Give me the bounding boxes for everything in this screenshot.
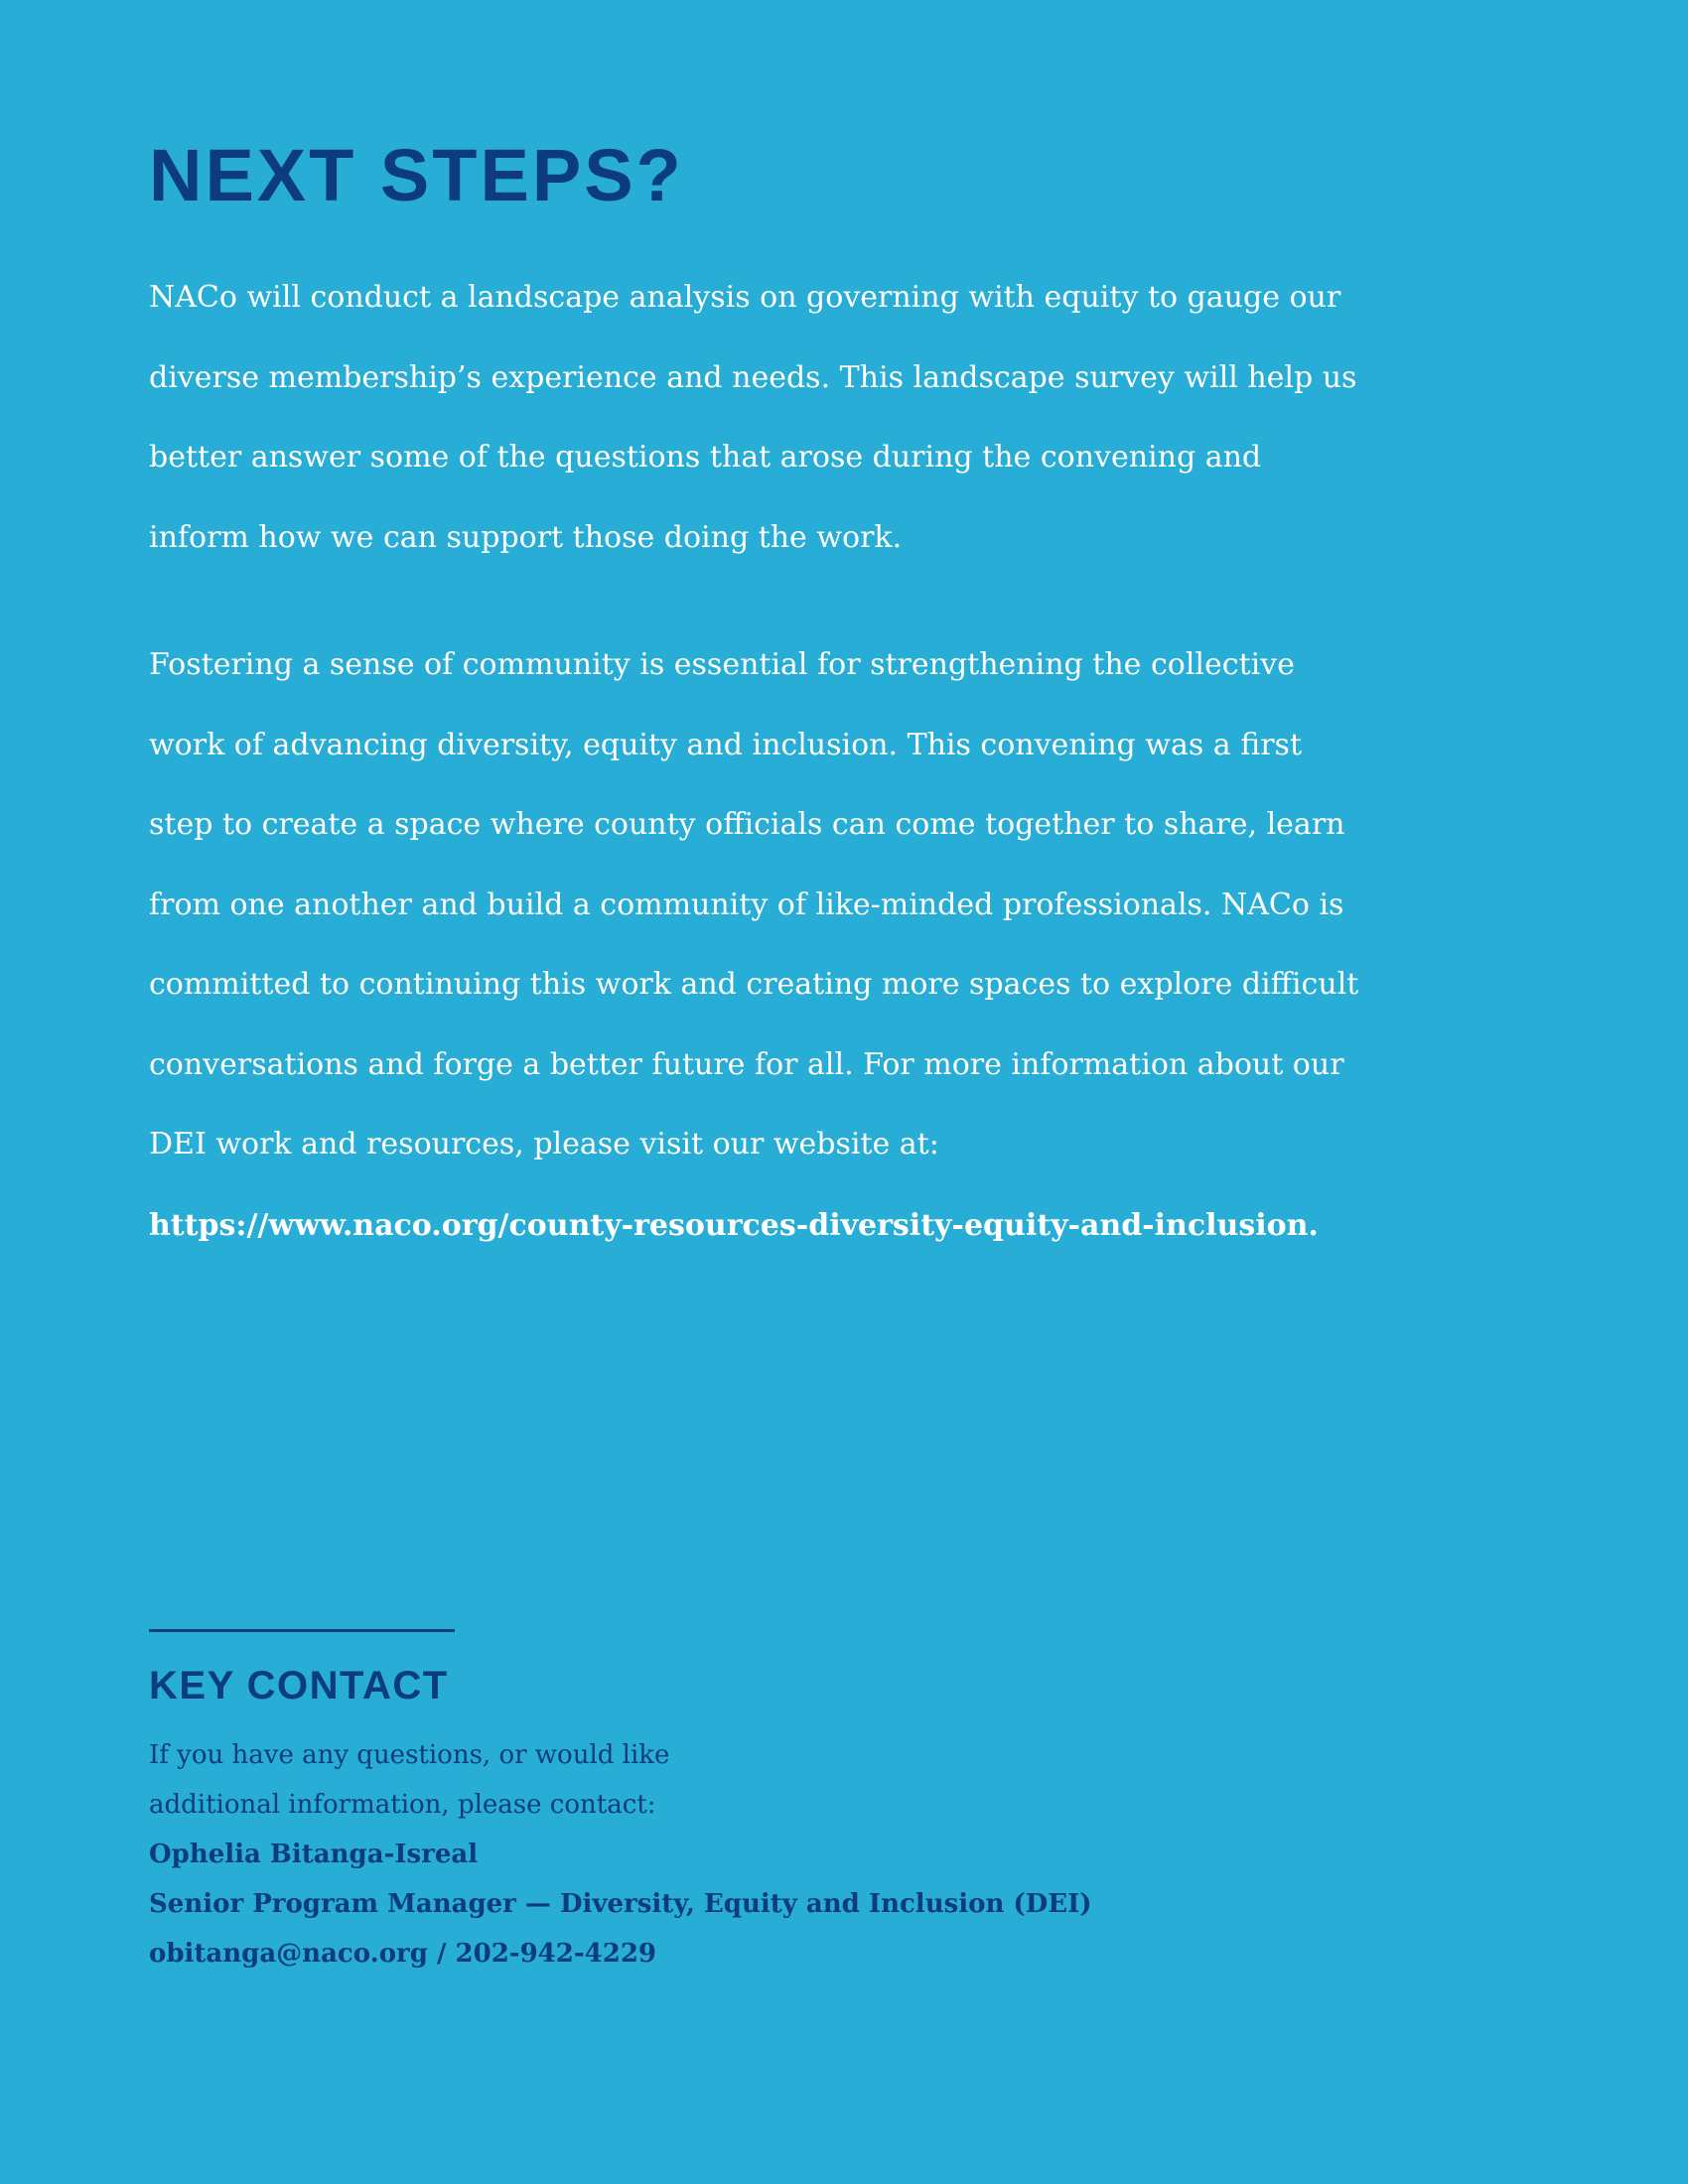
key-contact-heading: KEY CONTACT [149,1664,449,1707]
contact-email-phone[interactable]: obitanga@naco.org / 202-942-4229 [149,1939,657,1969]
contact-intro-line-1: If you have any questions, or would like [149,1740,670,1770]
contact-intro-line-2: additional information, please contact: [149,1790,656,1820]
dei-website-link[interactable]: https://www.naco.org/county-resources-diversity-equity-and-inclusion. [149,1208,1319,1243]
contact-role: Senior Program Manager — Diversity, Equity and Inclusion (DEI) [149,1889,1092,1919]
key-contact-divider [149,1629,455,1632]
contact-name: Ophelia Bitanga-Isreal [149,1840,479,1869]
body-paragraph-landscape-analysis: NACo will conduct a landscape analysis on governing with equity to gauge our diverse membership’s experience and needs. This landscape survey will help us better answer some of the questions that arose during the convening and inform how we can support those doing the work. [149,280,1357,555]
page-title: NEXT STEPS? [149,134,684,216]
key-contact-details [149,1730,1241,1979]
body-paragraph-community: Fostering a sense of community is essential for strengthening the collective work of advancing diversity, equity and inclusion. This convening was a first step to create a space where county officials can come together to share, learn from one another and build a community of like-minded professionals. NACo is committed to continuing this work and creating more spaces to explore difficult conversations and forge a better future for all. For more information about our DEI work and resources, please visit our website at: [149,647,1359,1161]
